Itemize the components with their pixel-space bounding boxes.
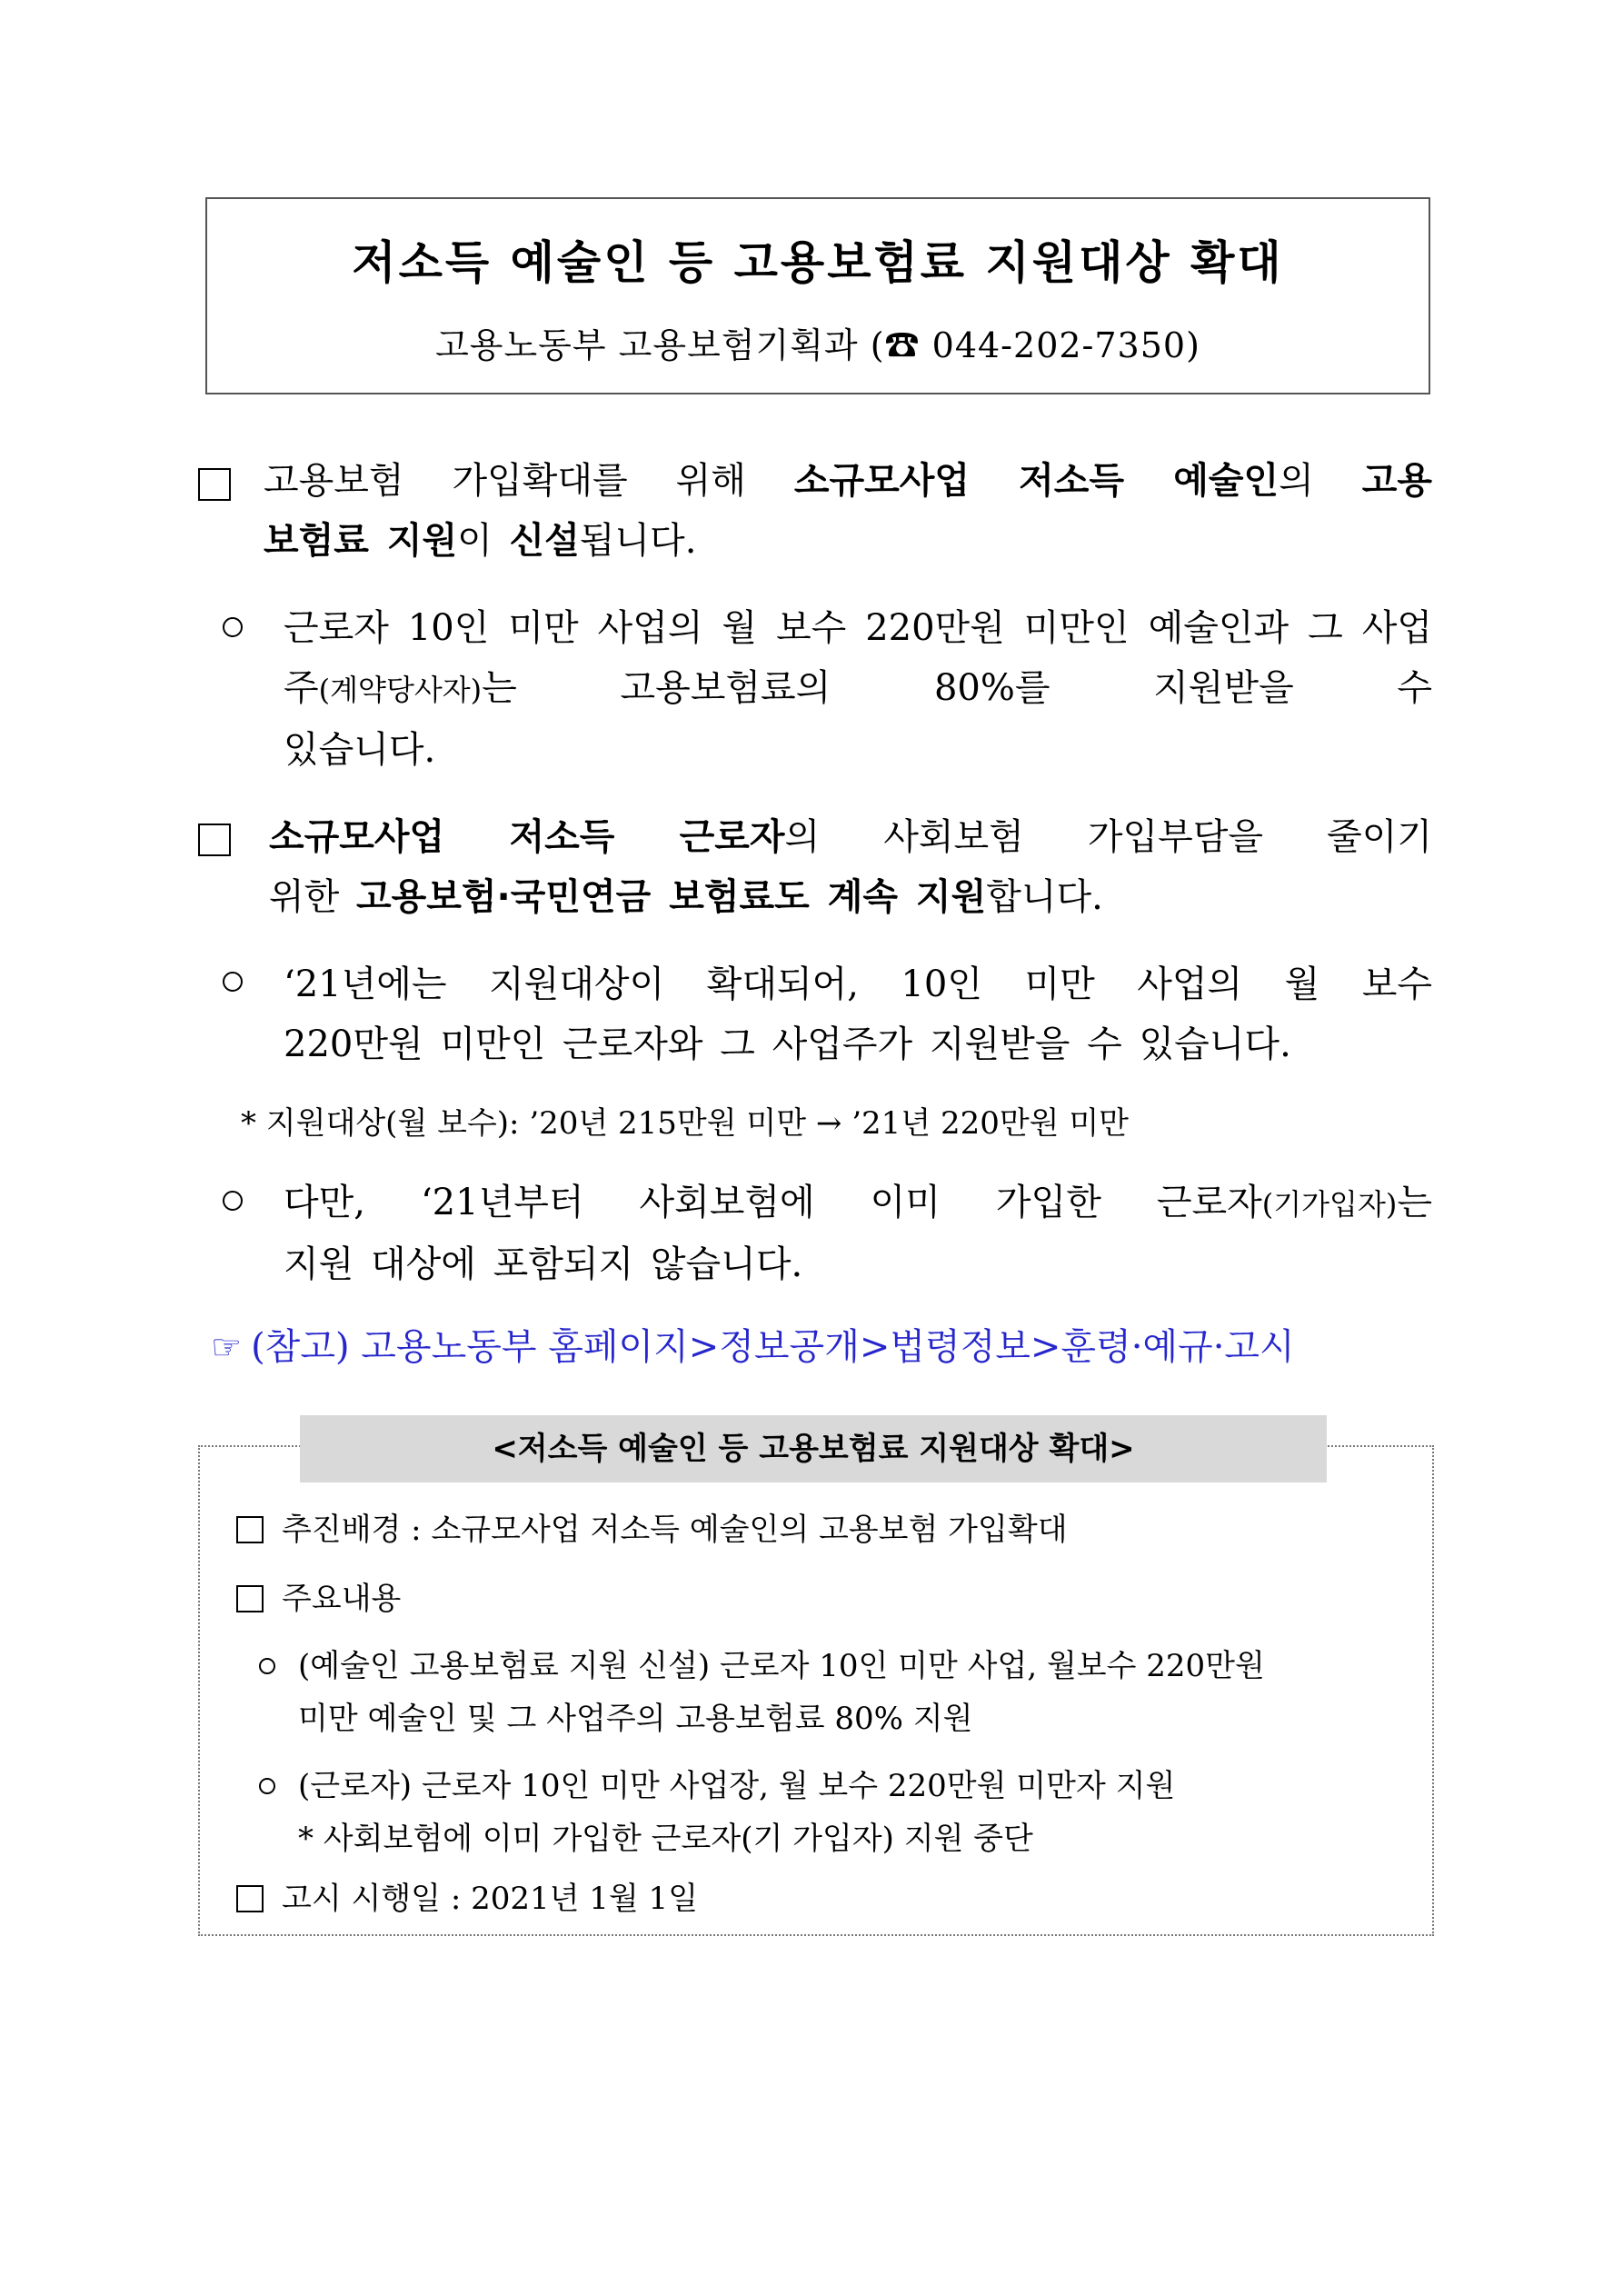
summary-title: <저소득 예술인 등 고용보험료 지원대상 확대>: [300, 1415, 1327, 1482]
section2-lead: [269, 807, 1432, 927]
bullet-circle-icon: [259, 1778, 275, 1794]
checkbox-square-icon: [198, 468, 231, 501]
section1-text: 됩니다.: [579, 520, 697, 562]
summary-item2: [298, 1760, 1418, 1865]
summary-item1-line1: (예술인 고용보험료 지원 신설) 근로자 10인 미만 사업, 월보수 220만원: [298, 1648, 1265, 1684]
department-contact: [207, 317, 1429, 367]
section1-bold-insurance: 고용: [1361, 460, 1433, 502]
section2-text: 위한: [269, 876, 356, 918]
section2-bullet2: [284, 1173, 1432, 1294]
bullet-circle-icon: [259, 1658, 275, 1674]
document-title: 저소득 예술인 등 고용보험료 지원대상 확대: [352, 236, 1284, 289]
bullet-small-text: (기가입자): [1261, 1187, 1398, 1222]
header-box: [205, 197, 1430, 394]
section2-text: 합니다.: [986, 876, 1103, 918]
section2-bold-pension: 고용보험·국민연금 보험료도 계속 지원: [356, 876, 987, 918]
section1-bold-artist: 소규모사업 저소득 예술인: [793, 460, 1279, 502]
section2-bold-worker: 소규모사업 저소득 근로자: [269, 816, 785, 858]
section1-text: 고용보험 가입확대를 위해: [264, 460, 794, 502]
bullet-text: 는 고용보험료의 80%를 지원받을 수: [482, 667, 1432, 709]
bullet-text: 근로자 10인 미만 사업의 월 보수 220만원 미만인 예술인과 그 사업주: [284, 607, 1432, 709]
summary-background: 추진배경 : 소규모사업 저소득 예술인의 고용보험 가입확대: [282, 1512, 1068, 1548]
phone-icon: ☎: [884, 325, 921, 365]
summary-main-label: 주요내용: [282, 1581, 402, 1617]
summary-item2-note: * 사회보험에 이미 가입한 근로자(기 가입자) 지원 중단: [298, 1821, 1033, 1857]
summary-item1: [298, 1640, 1418, 1745]
bullet-text: ‘21년에는 지원대상이 확대되어, 10인 미만 사업의 월 보수: [284, 963, 1432, 1005]
section2-bullet1: [284, 954, 1432, 1074]
section1-bold-support: 보험료 지원: [264, 520, 458, 562]
phone-number: 044-202-7350): [920, 325, 1200, 365]
bullet-text: 지원 대상에 포함되지 않습니다.: [284, 1243, 803, 1285]
pointing-hand-icon: ☞: [211, 1327, 243, 1367]
reference-text: (참고) 고용노동부 홈페이지>정보공개>법령정보>훈령·예규·고시: [251, 1326, 1295, 1368]
checkbox-square-icon: [236, 1885, 264, 1912]
summary-effective-date: 고시 시행일 : 2021년 1월 1일: [282, 1881, 699, 1917]
section1-lead: [264, 451, 1432, 571]
section2-text: 의 사회보험 가입부담을 줄이기: [784, 816, 1432, 858]
bullet-text: 있습니다.: [284, 729, 436, 771]
bullet-small-text: (계약당사자): [318, 673, 483, 707]
section1-bold-new: 신설: [509, 520, 580, 562]
section2-note: * 지원대상(월 보수): ’20년 215만원 미만 → ’21년 220만원 미만: [241, 1105, 1130, 1142]
bullet-text: 220만원 미만인 근로자와 그 사업주가 지원받을 수 있습니다.: [284, 1023, 1291, 1065]
reference-link[interactable]: [211, 1318, 1295, 1370]
summary-item1-line2: 미만 예술인 및 그 사업주의 고용보험료 80% 지원: [298, 1701, 973, 1737]
bullet-circle-icon: [223, 617, 243, 637]
bullet-circle-icon: [223, 972, 243, 992]
section1-bullet1: [284, 598, 1432, 780]
checkbox-square-icon: [198, 824, 231, 856]
department-name: 고용노동부 고용보험기획과 (: [435, 325, 885, 365]
bullet-text: 는: [1397, 1182, 1432, 1223]
section1-text: 의: [1279, 460, 1362, 502]
summary-item2-line1: (근로자) 근로자 10인 미만 사업장, 월 보수 220만원 미만자 지원: [298, 1768, 1176, 1804]
checkbox-square-icon: [236, 1585, 264, 1612]
section1-text: 이: [457, 520, 510, 562]
bullet-circle-icon: [223, 1191, 243, 1211]
bullet-text: 다만, ‘21년부터 사회보험에 이미 가입한 근로자: [284, 1182, 1262, 1223]
checkbox-square-icon: [236, 1516, 264, 1543]
